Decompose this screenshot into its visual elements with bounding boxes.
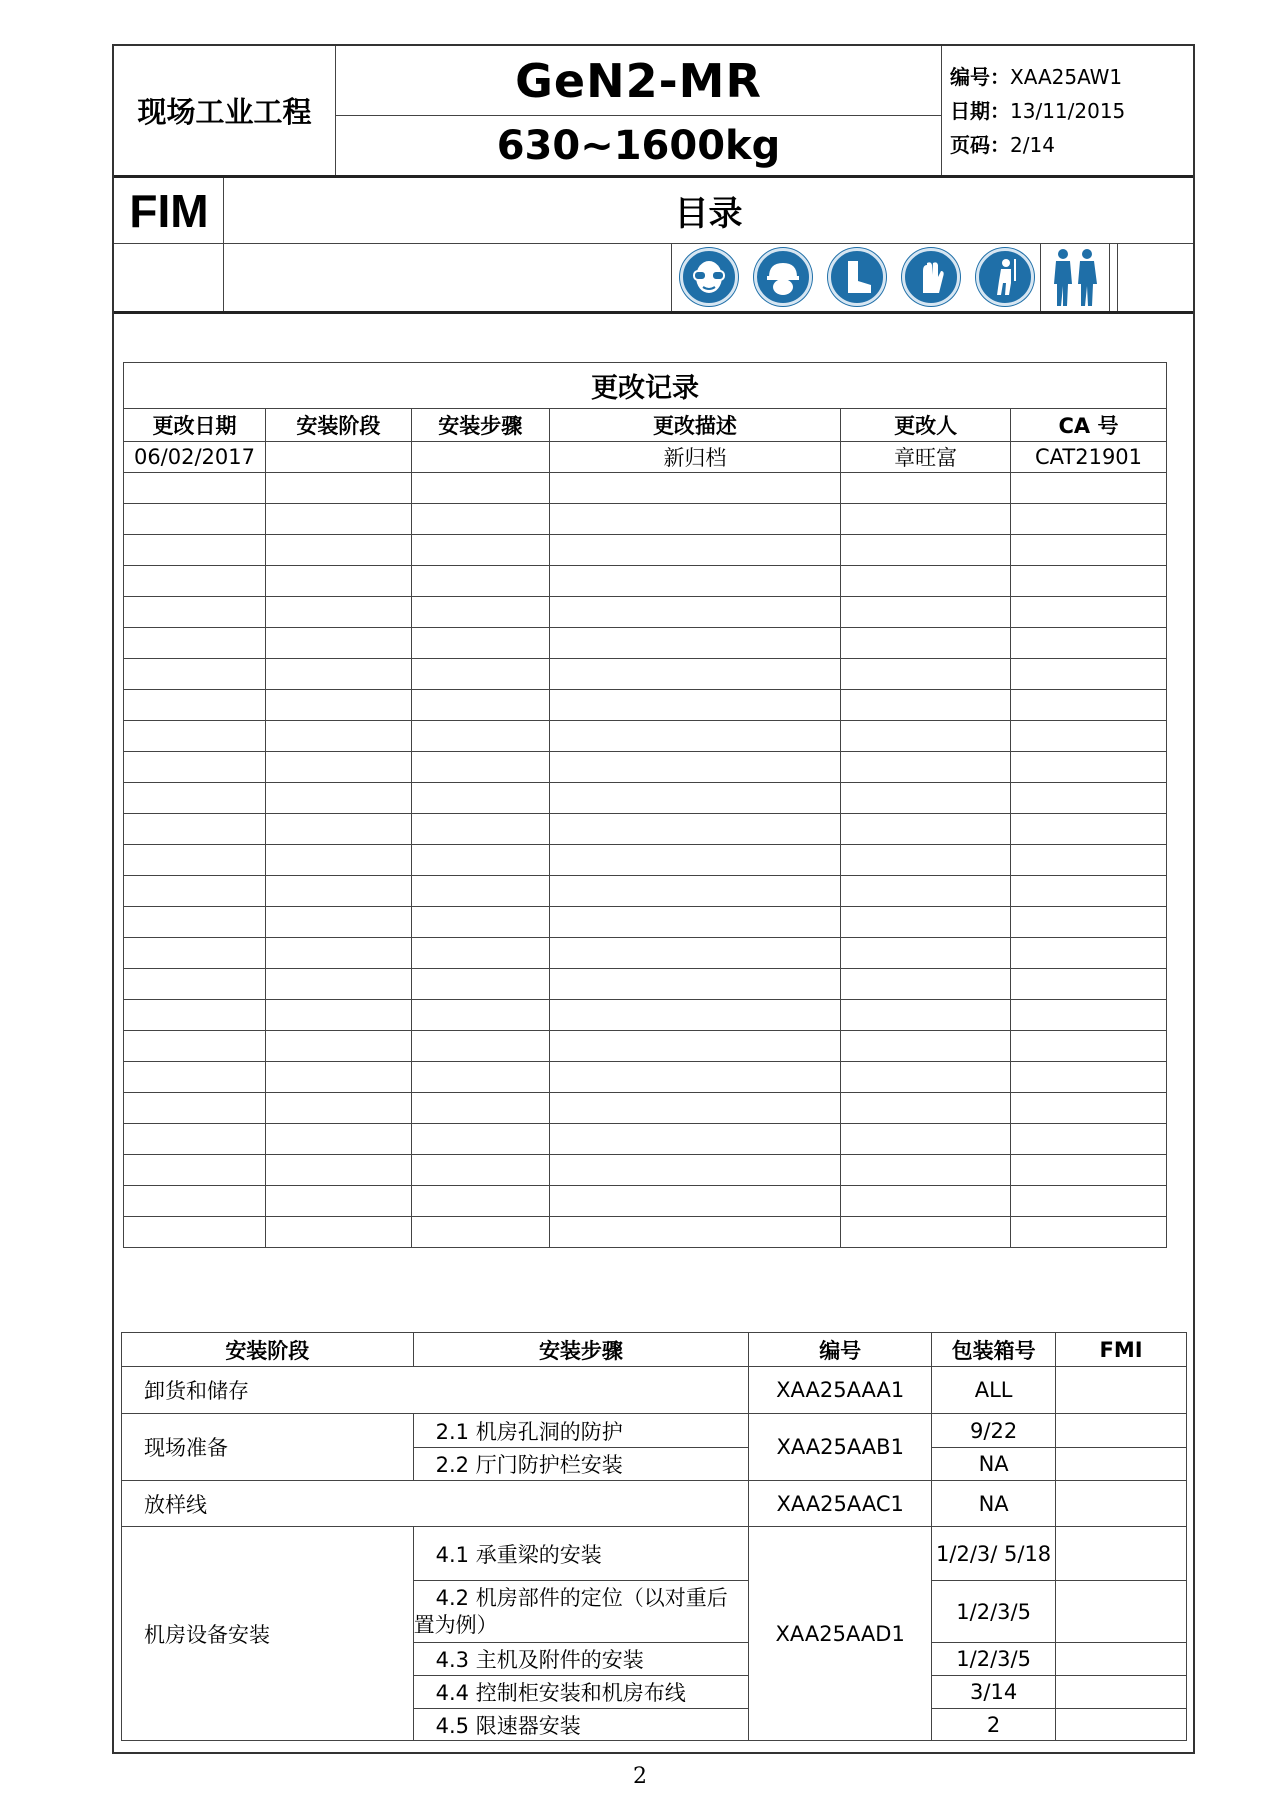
empty-cell bbox=[265, 969, 411, 1000]
empty-cell bbox=[124, 752, 266, 783]
empty-cell bbox=[124, 1093, 266, 1124]
empty-cell bbox=[549, 566, 841, 597]
empty-cell bbox=[1011, 969, 1167, 1000]
table-row bbox=[122, 1481, 1187, 1527]
empty-cell bbox=[1011, 504, 1167, 535]
empty-cell bbox=[411, 814, 549, 845]
empty-cell bbox=[265, 659, 411, 690]
empty-cell bbox=[1011, 876, 1167, 907]
table-row bbox=[124, 1031, 1167, 1062]
empty-cell bbox=[411, 659, 549, 690]
empty-cell bbox=[265, 1124, 411, 1155]
model-name: GeN2-MR bbox=[336, 46, 941, 116]
empty-cell bbox=[1011, 814, 1167, 845]
empty-cell bbox=[549, 721, 841, 752]
empty-cell bbox=[841, 876, 1011, 907]
empty-cell bbox=[411, 969, 549, 1000]
empty-cell bbox=[124, 969, 266, 1000]
empty-cell bbox=[549, 504, 841, 535]
empty-cell bbox=[1011, 752, 1167, 783]
empty-cell bbox=[411, 1093, 549, 1124]
empty-cell bbox=[411, 690, 549, 721]
empty-cell bbox=[411, 566, 549, 597]
empty-cell bbox=[549, 1031, 841, 1062]
box-number: 1/2/3/5 bbox=[932, 1643, 1056, 1676]
empty-cell bbox=[411, 1186, 549, 1217]
empty-cell bbox=[265, 1155, 411, 1186]
empty-cell bbox=[124, 1155, 266, 1186]
stage-label: 现场准备 bbox=[122, 1414, 414, 1481]
empty-cell bbox=[265, 907, 411, 938]
empty-cell bbox=[265, 1186, 411, 1217]
fmi-cell bbox=[1056, 1643, 1187, 1676]
empty-rows bbox=[124, 473, 1167, 1248]
stage-code: XAA25AAD1 bbox=[749, 1527, 932, 1741]
change-date: 06/02/2017 bbox=[124, 442, 266, 473]
fmi-cell bbox=[1056, 1676, 1187, 1709]
empty-cell bbox=[411, 721, 549, 752]
load-range: 630~1600kg bbox=[496, 122, 781, 169]
empty-cell bbox=[1011, 1062, 1167, 1093]
empty-cell bbox=[265, 876, 411, 907]
fmi-cell bbox=[1056, 1448, 1187, 1481]
fim-cell bbox=[114, 178, 224, 311]
empty-cell bbox=[411, 628, 549, 659]
empty-cell bbox=[841, 628, 1011, 659]
empty-cell bbox=[841, 1186, 1011, 1217]
fmi-cell bbox=[1056, 1414, 1187, 1448]
table-row bbox=[124, 690, 1167, 721]
empty-cell bbox=[841, 535, 1011, 566]
table-row bbox=[124, 1186, 1167, 1217]
column-header: FMI bbox=[1056, 1333, 1187, 1367]
empty-cell bbox=[1011, 1000, 1167, 1031]
column-header: 安装阶段 bbox=[265, 409, 411, 442]
table-row bbox=[124, 1155, 1167, 1186]
step-label: 4.3 主机及附件的安装 bbox=[413, 1643, 749, 1676]
table-row bbox=[124, 721, 1167, 752]
empty-cell bbox=[549, 814, 841, 845]
fmi-cell bbox=[1056, 1481, 1187, 1527]
empty-cell bbox=[265, 752, 411, 783]
column-header: 更改人 bbox=[841, 409, 1011, 442]
empty-cell bbox=[411, 1155, 549, 1186]
box-number: ALL bbox=[932, 1367, 1056, 1414]
column-header: CA 号 bbox=[1011, 409, 1167, 442]
step-label: 2.1 机房孔洞的防护 bbox=[413, 1414, 749, 1448]
empty-cell bbox=[841, 721, 1011, 752]
table-row bbox=[124, 845, 1167, 876]
empty-cell bbox=[841, 1093, 1011, 1124]
empty-cell bbox=[265, 473, 411, 504]
table-row bbox=[124, 876, 1167, 907]
empty-cell bbox=[1011, 1124, 1167, 1155]
column-header: 安装步骤 bbox=[411, 409, 549, 442]
box-number: NA bbox=[932, 1448, 1056, 1481]
box-number: 9/22 bbox=[932, 1414, 1056, 1448]
table-row bbox=[124, 566, 1167, 597]
page-number: 2 bbox=[633, 1764, 647, 1789]
fmi-cell bbox=[1056, 1367, 1187, 1414]
empty-cell bbox=[411, 938, 549, 969]
empty-cell bbox=[549, 783, 841, 814]
box-number: 3/14 bbox=[932, 1676, 1056, 1709]
empty-cell bbox=[124, 504, 266, 535]
empty-cell bbox=[1011, 628, 1167, 659]
empty-cell bbox=[1011, 535, 1167, 566]
empty-cell bbox=[411, 783, 549, 814]
step-label: 4.5 限速器安装 bbox=[413, 1709, 749, 1741]
empty-cell bbox=[549, 752, 841, 783]
empty-cell bbox=[124, 1186, 266, 1217]
empty-cell bbox=[124, 628, 266, 659]
empty-cell bbox=[411, 876, 549, 907]
empty-cell bbox=[124, 1217, 266, 1248]
stage-label: 机房设备安装 bbox=[122, 1527, 414, 1741]
stage-table bbox=[121, 1332, 1187, 1741]
box-number: NA bbox=[932, 1481, 1056, 1527]
empty-cell bbox=[549, 690, 841, 721]
empty-cell bbox=[265, 845, 411, 876]
empty-cell bbox=[841, 814, 1011, 845]
empty-cell bbox=[411, 473, 549, 504]
empty-cell bbox=[265, 597, 411, 628]
empty-cell bbox=[124, 597, 266, 628]
empty-cell bbox=[265, 1031, 411, 1062]
empty-cell bbox=[411, 1124, 549, 1155]
column-header: 安装步骤 bbox=[413, 1333, 749, 1367]
empty-cell bbox=[549, 1000, 841, 1031]
column-header: 更改日期 bbox=[124, 409, 266, 442]
stage-code: XAA25AAB1 bbox=[749, 1414, 932, 1481]
empty-cell bbox=[549, 1186, 841, 1217]
table-row bbox=[124, 659, 1167, 690]
table-row bbox=[122, 1414, 1187, 1448]
empty-cell bbox=[841, 783, 1011, 814]
empty-cell bbox=[549, 1062, 841, 1093]
document-page bbox=[112, 44, 1195, 1754]
column-header: 编号 bbox=[749, 1333, 932, 1367]
empty-cell bbox=[265, 721, 411, 752]
table-row bbox=[122, 1527, 1187, 1581]
change-stage bbox=[265, 442, 411, 473]
table-row bbox=[124, 938, 1167, 969]
table-header-row bbox=[122, 1333, 1187, 1367]
change-description: 新归档 bbox=[549, 442, 841, 473]
empty-cell bbox=[265, 535, 411, 566]
empty-cell bbox=[411, 1217, 549, 1248]
table-row bbox=[124, 969, 1167, 1000]
step-label: 2.2 厅门防护栏安装 bbox=[413, 1448, 749, 1481]
empty-cell bbox=[1011, 845, 1167, 876]
empty-cell bbox=[124, 938, 266, 969]
step-label: 4.1 承重梁的安装 bbox=[413, 1527, 749, 1581]
table-row bbox=[124, 628, 1167, 659]
empty-cell bbox=[549, 535, 841, 566]
document-meta bbox=[941, 46, 1193, 175]
stage-label: 卸货和储存 bbox=[122, 1367, 749, 1414]
table-row bbox=[124, 1217, 1167, 1248]
empty-cell bbox=[1011, 566, 1167, 597]
box-number: 1/2/3/5 bbox=[932, 1581, 1056, 1643]
empty-cell bbox=[841, 845, 1011, 876]
empty-cell bbox=[841, 938, 1011, 969]
empty-cell bbox=[124, 814, 266, 845]
empty-cell bbox=[1011, 473, 1167, 504]
empty-cell bbox=[411, 1031, 549, 1062]
table-row bbox=[124, 907, 1167, 938]
empty-cell bbox=[411, 535, 549, 566]
empty-cell bbox=[1011, 721, 1167, 752]
empty-cell bbox=[1011, 1155, 1167, 1186]
table-header-row bbox=[124, 409, 1167, 442]
empty-cell bbox=[124, 1124, 266, 1155]
meta-date: 日期：13/11/2015 bbox=[950, 99, 1126, 123]
empty-cell bbox=[841, 1031, 1011, 1062]
empty-cell bbox=[549, 938, 841, 969]
empty-cell bbox=[1011, 597, 1167, 628]
fmi-cell bbox=[1056, 1709, 1187, 1741]
empty-cell bbox=[1011, 907, 1167, 938]
column-header: 更改描述 bbox=[549, 409, 841, 442]
column-header: 包装箱号 bbox=[932, 1333, 1056, 1367]
empty-cell bbox=[549, 628, 841, 659]
empty-cell bbox=[549, 1155, 841, 1186]
empty-cell bbox=[265, 814, 411, 845]
empty-cell bbox=[549, 1217, 841, 1248]
empty-cell bbox=[841, 969, 1011, 1000]
empty-cell bbox=[841, 473, 1011, 504]
empty-cell bbox=[841, 1124, 1011, 1155]
fmi-cell bbox=[1056, 1581, 1187, 1643]
change-record-title: 更改记录 bbox=[124, 363, 1167, 409]
stage-code: XAA25AAC1 bbox=[749, 1481, 932, 1527]
table-row bbox=[124, 1093, 1167, 1124]
empty-cell bbox=[1011, 1217, 1167, 1248]
empty-cell bbox=[841, 1155, 1011, 1186]
empty-cell bbox=[549, 845, 841, 876]
toc-title: 目录 bbox=[224, 178, 1193, 244]
fim-code: FIM bbox=[114, 178, 224, 244]
empty-cell bbox=[265, 690, 411, 721]
fim-row bbox=[114, 178, 1193, 314]
ppe-icons bbox=[671, 244, 1118, 311]
empty-cell bbox=[549, 597, 841, 628]
empty-cell bbox=[124, 907, 266, 938]
empty-cell bbox=[1011, 938, 1167, 969]
stage-label: 放样线 bbox=[122, 1481, 749, 1527]
empty-cell bbox=[265, 504, 411, 535]
empty-cell bbox=[124, 473, 266, 504]
empty-cell bbox=[124, 845, 266, 876]
empty-cell bbox=[265, 628, 411, 659]
table-row bbox=[124, 504, 1167, 535]
empty-cell bbox=[841, 752, 1011, 783]
empty-cell bbox=[1011, 659, 1167, 690]
empty-cell bbox=[265, 1217, 411, 1248]
empty-cell bbox=[124, 721, 266, 752]
empty-cell bbox=[549, 659, 841, 690]
step-label: 4.2 机房部件的定位（以对重后置为例） bbox=[413, 1581, 749, 1643]
table-row bbox=[124, 597, 1167, 628]
empty-cell bbox=[549, 907, 841, 938]
two-person-work-icon bbox=[1040, 244, 1110, 311]
empty-cell bbox=[411, 907, 549, 938]
empty-cell bbox=[549, 1124, 841, 1155]
hard-hat-icon bbox=[754, 248, 812, 306]
empty-cell bbox=[841, 566, 1011, 597]
table-row bbox=[122, 1367, 1187, 1414]
empty-cell bbox=[411, 504, 549, 535]
empty-cell bbox=[1011, 1031, 1167, 1062]
document-header bbox=[114, 46, 1193, 178]
empty-cell bbox=[411, 1062, 549, 1093]
empty-cell bbox=[1011, 1186, 1167, 1217]
meta-page: 页码：2/14 bbox=[950, 133, 1055, 157]
empty-cell bbox=[841, 1062, 1011, 1093]
empty-cell bbox=[1011, 783, 1167, 814]
empty-cell bbox=[841, 907, 1011, 938]
table-row bbox=[124, 783, 1167, 814]
empty-cell bbox=[411, 597, 549, 628]
empty-cell bbox=[124, 690, 266, 721]
empty-cell bbox=[411, 752, 549, 783]
empty-cell bbox=[1011, 1093, 1167, 1124]
empty-cell bbox=[124, 876, 266, 907]
table-row bbox=[124, 473, 1167, 504]
empty-cell bbox=[841, 690, 1011, 721]
empty-cell bbox=[265, 1062, 411, 1093]
empty-cell bbox=[265, 783, 411, 814]
table-row bbox=[124, 1000, 1167, 1031]
safety-goggles-icon bbox=[680, 248, 738, 306]
empty-cell bbox=[549, 473, 841, 504]
safety-boots-icon bbox=[828, 248, 886, 306]
empty-cell bbox=[265, 566, 411, 597]
change-record-table bbox=[123, 362, 1167, 1248]
empty-cell bbox=[411, 1000, 549, 1031]
meta-doc-number: 编号：XAA25AW1 bbox=[950, 65, 1123, 89]
change-person: 章旺富 bbox=[841, 442, 1011, 473]
empty-cell bbox=[549, 969, 841, 1000]
empty-cell bbox=[124, 535, 266, 566]
step-label: 4.4 控制柜安装和机房布线 bbox=[413, 1676, 749, 1709]
empty-cell bbox=[841, 504, 1011, 535]
table-row bbox=[124, 814, 1167, 845]
empty-cell bbox=[1011, 690, 1167, 721]
table-row bbox=[124, 1062, 1167, 1093]
empty-cell bbox=[841, 597, 1011, 628]
box-number: 2 bbox=[932, 1709, 1056, 1741]
empty-cell bbox=[124, 659, 266, 690]
empty-cell bbox=[124, 566, 266, 597]
empty-cell bbox=[549, 876, 841, 907]
empty-cell bbox=[265, 938, 411, 969]
empty-cell bbox=[841, 1217, 1011, 1248]
company-name: 现场工业工程 bbox=[114, 46, 336, 175]
table-row bbox=[124, 752, 1167, 783]
empty-cell bbox=[124, 783, 266, 814]
empty-cell bbox=[124, 1000, 266, 1031]
ca-number: CAT21901 bbox=[1011, 442, 1167, 473]
empty-cell bbox=[265, 1093, 411, 1124]
empty-cell bbox=[124, 1031, 266, 1062]
safety-gloves-icon bbox=[902, 248, 960, 306]
column-header: 安装阶段 bbox=[122, 1333, 414, 1367]
empty-cell bbox=[124, 1062, 266, 1093]
table-row bbox=[124, 535, 1167, 566]
table-row bbox=[124, 442, 1167, 473]
stage-code: XAA25AAA1 bbox=[749, 1367, 932, 1414]
box-number: 1/2/3/ 5/18 bbox=[932, 1527, 1056, 1581]
empty-cell bbox=[265, 1000, 411, 1031]
table-row bbox=[124, 1124, 1167, 1155]
change-step bbox=[411, 442, 549, 473]
safety-harness-icon bbox=[976, 248, 1034, 306]
empty-cell bbox=[411, 845, 549, 876]
empty-cell bbox=[549, 1093, 841, 1124]
fmi-cell bbox=[1056, 1527, 1187, 1581]
empty-cell bbox=[841, 1000, 1011, 1031]
empty-cell bbox=[841, 659, 1011, 690]
